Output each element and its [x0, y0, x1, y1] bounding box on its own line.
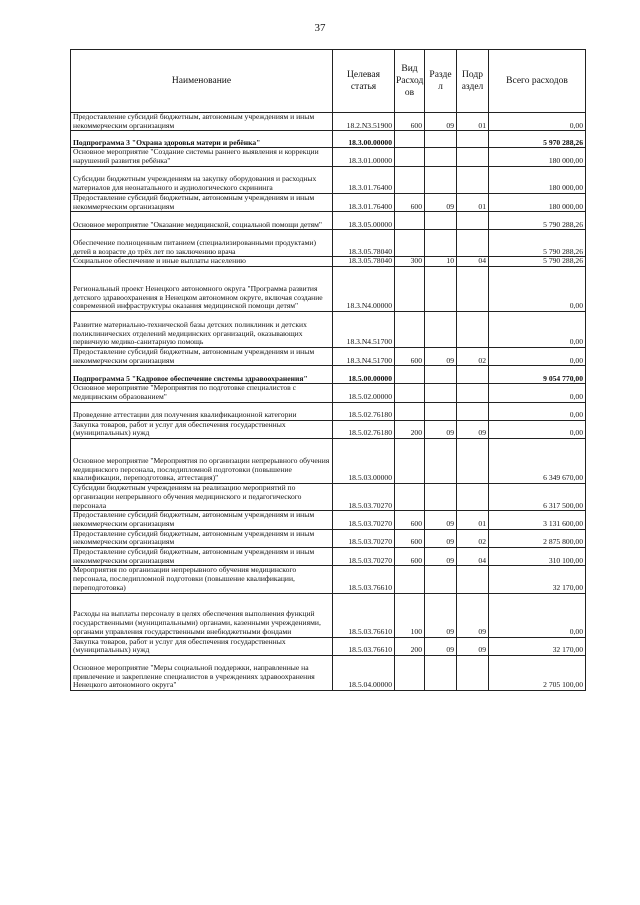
row-name: Субсидии бюджетным учреждениям на закупку оборудования и расходных материалов для неонатального и аудиологического скрининга: [71, 166, 333, 193]
table-row: [71, 230, 586, 257]
table-row: [71, 366, 586, 384]
row-expense-type: [395, 131, 425, 148]
row-expense-type: [395, 148, 425, 166]
table-row: [71, 548, 586, 566]
row-target-code: 18.3.00.00000: [333, 131, 395, 148]
table-row: [71, 593, 586, 637]
row-expense-type: 600: [395, 113, 425, 131]
row-target-code: 18.5.03.70270: [333, 529, 395, 547]
row-expense-type: 200: [395, 420, 425, 438]
row-expense-type: [395, 212, 425, 230]
column-header-total: Всего расходов: [489, 50, 586, 113]
row-section: 09: [425, 637, 457, 655]
row-section: [425, 230, 457, 257]
table-row: [71, 166, 586, 193]
row-section: 10: [425, 257, 457, 267]
row-expense-type: 100: [395, 593, 425, 637]
row-total: 0,00: [489, 420, 586, 438]
row-name: Основное мероприятие "Мероприятия по организации непрерывного обучения медицинского персонала, последипломной подготовки (повышение квалификации, переподготовка, аттестация)": [71, 439, 333, 484]
table-row: [71, 420, 586, 438]
row-total: 0,00: [489, 593, 586, 637]
row-name: Предоставление субсидий бюджетным, автономным учреждениям и иным некоммерческим организациям: [71, 529, 333, 547]
row-name: Предоставление субсидий бюджетным, автономным учреждениям и иным некоммерческим организациям: [71, 113, 333, 131]
row-expense-type: 600: [395, 548, 425, 566]
row-target-code: 18.5.00.00000: [333, 366, 395, 384]
row-total: 6 317 500,00: [489, 484, 586, 511]
row-subsection: [457, 439, 489, 484]
row-total: 5 790 288,26: [489, 212, 586, 230]
row-total: 0,00: [489, 113, 586, 131]
row-total: 2 875 800,00: [489, 529, 586, 547]
row-target-code: 18.3.05.78040: [333, 230, 395, 257]
row-subsection: [457, 484, 489, 511]
row-target-code: 18.5.02.00000: [333, 384, 395, 402]
table-row: [71, 637, 586, 655]
row-subsection: [457, 311, 489, 347]
row-expense-type: 300: [395, 257, 425, 267]
row-subsection: [457, 566, 489, 593]
row-target-code: 18.5.03.00000: [333, 439, 395, 484]
row-subsection: [457, 131, 489, 148]
row-subsection: [457, 212, 489, 230]
row-subsection: 02: [457, 529, 489, 547]
table-row: [71, 148, 586, 166]
row-subsection: 01: [457, 511, 489, 529]
row-section: [425, 366, 457, 384]
row-section: [425, 655, 457, 690]
row-name: Региональный проект Ненецкого автономного округа "Программа развития детского здравоохранения в Ненецком автономном округе, включая создание современной инфраструктуры оказания медицинской помощи детям": [71, 266, 333, 311]
row-expense-type: 600: [395, 511, 425, 529]
row-name: Основное мероприятие "Мероприятия по подготовке специалистов с медицинским образованием": [71, 384, 333, 402]
table-row: [71, 529, 586, 547]
row-section: 09: [425, 511, 457, 529]
row-name: Подпрограмма 3 "Охрана здоровья матери и ребёнка": [71, 131, 333, 148]
row-name: Расходы на выплаты персоналу в целях обеспечения выполнения функций государственными (муниципальными) органами, казенными учреждениями, органами управления государственными внебюджетными фондами: [71, 593, 333, 637]
row-section: [425, 402, 457, 420]
row-expense-type: [395, 384, 425, 402]
row-total: 9 054 770,00: [489, 366, 586, 384]
column-header-expense-type: Вид Расход ов: [395, 50, 425, 113]
row-target-code: 18.3.N4.51700: [333, 347, 395, 365]
row-subsection: [457, 384, 489, 402]
row-expense-type: [395, 311, 425, 347]
row-total: 180 000,00: [489, 148, 586, 166]
row-name: Развитие материально-технической базы детских поликлиник и детских поликлинических отделений медицинских организаций, оказывающих первичную медико-санитарную помощь: [71, 311, 333, 347]
table-row: [71, 266, 586, 311]
row-section: 09: [425, 420, 457, 438]
row-target-code: 18.3.05.78040: [333, 257, 395, 267]
row-total: 0,00: [489, 402, 586, 420]
row-section: 09: [425, 548, 457, 566]
row-name: Закупка товаров, работ и услуг для обеспечения государственных (муниципальных) нужд: [71, 637, 333, 655]
table-row: [71, 311, 586, 347]
row-subsection: 01: [457, 113, 489, 131]
row-target-code: 18.3.01.76400: [333, 166, 395, 193]
table-row: [71, 212, 586, 230]
row-target-code: 18.3.01.00000: [333, 148, 395, 166]
row-name: Предоставление субсидий бюджетным, автономным учреждениям и иным некоммерческим организациям: [71, 193, 333, 211]
row-name: Основное мероприятие "Оказание медицинской, социальной помощи детям": [71, 212, 333, 230]
row-target-code: 18.3.05.00000: [333, 212, 395, 230]
row-total: 5 790 288,26: [489, 230, 586, 257]
table-row: [71, 257, 586, 267]
row-total: 0,00: [489, 266, 586, 311]
row-subsection: [457, 266, 489, 311]
row-subsection: 09: [457, 420, 489, 438]
row-expense-type: [395, 366, 425, 384]
row-target-code: 18.5.02.76180: [333, 402, 395, 420]
table-row: [71, 113, 586, 131]
row-total: 3 131 600,00: [489, 511, 586, 529]
row-section: [425, 384, 457, 402]
row-subsection: 09: [457, 637, 489, 655]
table-row: [71, 402, 586, 420]
row-section: [425, 212, 457, 230]
row-name: Предоставление субсидий бюджетным, автономным учреждениям и иным некоммерческим организациям: [71, 511, 333, 529]
column-header-section: Разде л: [425, 50, 457, 113]
row-section: 09: [425, 193, 457, 211]
row-target-code: 18.5.03.76610: [333, 566, 395, 593]
row-section: [425, 166, 457, 193]
row-expense-type: 600: [395, 193, 425, 211]
row-name: Обеспечение полноценным питанием (специализированными продуктами) детей в возрасте до трёх лет по заключению врача: [71, 230, 333, 257]
row-total: 0,00: [489, 384, 586, 402]
row-subsection: [457, 366, 489, 384]
row-target-code: 18.2.N3.51900: [333, 113, 395, 131]
column-header-target: Целевая статья: [333, 50, 395, 113]
table-row: [71, 484, 586, 511]
row-total: 5 790 288,26: [489, 257, 586, 267]
row-target-code: 18.5.03.76610: [333, 637, 395, 655]
table-row: [71, 384, 586, 402]
row-expense-type: [395, 166, 425, 193]
row-total: 2 705 100,00: [489, 655, 586, 690]
row-section: [425, 148, 457, 166]
table-row: [71, 566, 586, 593]
budget-table: [70, 49, 586, 691]
row-total: 180 000,00: [489, 166, 586, 193]
row-total: 180 000,00: [489, 193, 586, 211]
row-total: 5 970 288,26: [489, 131, 586, 148]
row-subsection: [457, 230, 489, 257]
row-target-code: 18.3.N4.00000: [333, 266, 395, 311]
row-section: 09: [425, 593, 457, 637]
table-row: [71, 131, 586, 148]
row-section: 09: [425, 529, 457, 547]
row-total: 32 170,00: [489, 566, 586, 593]
row-subsection: 04: [457, 548, 489, 566]
row-section: 09: [425, 113, 457, 131]
table-row: [71, 511, 586, 529]
row-section: [425, 566, 457, 593]
row-name: Проведение аттестации для получения квалификационной категории: [71, 402, 333, 420]
table-row: [71, 193, 586, 211]
row-target-code: 18.3.01.76400: [333, 193, 395, 211]
row-name: Субсидии бюджетным учреждениям на реализацию мероприятий по организации непрерывного обучения медицинского и педагогического персонала: [71, 484, 333, 511]
row-expense-type: [395, 230, 425, 257]
row-name: Закупка товаров, работ и услуг для обеспечения государственных (муниципальных) нужд: [71, 420, 333, 438]
row-subsection: [457, 166, 489, 193]
row-name: Основное мероприятие "Создание системы раннего выявления и коррекции нарушений развития ребёнка": [71, 148, 333, 166]
row-name: Социальное обеспечение и иные выплаты населению: [71, 257, 333, 267]
row-subsection: [457, 402, 489, 420]
row-expense-type: 600: [395, 529, 425, 547]
row-target-code: 18.5.04.00000: [333, 655, 395, 690]
table-row: [71, 655, 586, 690]
column-header-subsection: Подр аздел: [457, 50, 489, 113]
row-section: [425, 439, 457, 484]
row-target-code: 18.5.03.76610: [333, 593, 395, 637]
row-target-code: 18.5.03.70270: [333, 548, 395, 566]
row-expense-type: 600: [395, 347, 425, 365]
row-name: Подпрограмма 5 "Кадровое обеспечение системы здравоохранения": [71, 366, 333, 384]
page-number: 37: [314, 22, 326, 34]
row-expense-type: [395, 566, 425, 593]
row-subsection: 01: [457, 193, 489, 211]
row-target-code: 18.5.03.70270: [333, 484, 395, 511]
row-section: [425, 311, 457, 347]
row-subsection: [457, 655, 489, 690]
row-subsection: 02: [457, 347, 489, 365]
row-name: Основное мероприятие "Меры социальной поддержки, направленные на привлечение и закрепление специалистов в учреждениях здравоохранения Ненецкого автономного округа": [71, 655, 333, 690]
row-section: [425, 266, 457, 311]
row-expense-type: 200: [395, 637, 425, 655]
table-row: [71, 347, 586, 365]
table-row: [71, 439, 586, 484]
row-name: Мероприятия по организации непрерывного обучения медицинского персонала, последипломной подготовки (повышение квалификации, переподготовка): [71, 566, 333, 593]
row-total: 32 170,00: [489, 637, 586, 655]
row-expense-type: [395, 439, 425, 484]
row-expense-type: [395, 266, 425, 311]
row-section: 09: [425, 347, 457, 365]
row-section: [425, 131, 457, 148]
row-expense-type: [395, 655, 425, 690]
row-total: 0,00: [489, 311, 586, 347]
table-header-row: [71, 50, 586, 113]
row-subsection: 04: [457, 257, 489, 267]
column-header-name: Наименование: [71, 50, 333, 113]
row-expense-type: [395, 484, 425, 511]
row-target-code: 18.5.02.76180: [333, 420, 395, 438]
row-subsection: [457, 148, 489, 166]
row-target-code: 18.5.03.70270: [333, 511, 395, 529]
row-total: 0,00: [489, 347, 586, 365]
row-target-code: 18.3.N4.51700: [333, 311, 395, 347]
row-section: [425, 484, 457, 511]
row-name: Предоставление субсидий бюджетным, автономным учреждениям и иным некоммерческим организациям: [71, 548, 333, 566]
row-subsection: 09: [457, 593, 489, 637]
row-name: Предоставление субсидий бюджетным, автономным учреждениям и иным некоммерческим организациям: [71, 347, 333, 365]
row-expense-type: [395, 402, 425, 420]
table-body: [71, 113, 586, 691]
row-total: 310 100,00: [489, 548, 586, 566]
row-total: 6 349 670,00: [489, 439, 586, 484]
